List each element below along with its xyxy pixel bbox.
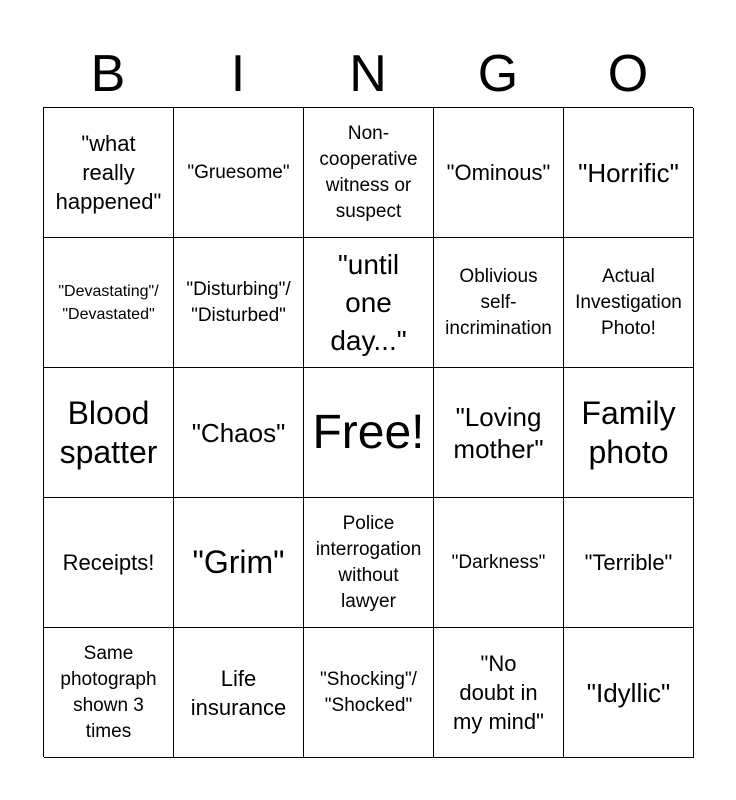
header-letter-i: I [230, 45, 246, 103]
bingo-cell[interactable] [564, 628, 694, 758]
bingo-header [43, 40, 693, 108]
bingo-cell[interactable] [304, 108, 434, 238]
bingo-cell[interactable] [434, 628, 564, 758]
cell-text: Blood spatter [59, 394, 158, 470]
cell-text: "Idyllic" [586, 677, 671, 708]
bingo-cell[interactable] [434, 368, 564, 498]
cell-text: Family photo [581, 394, 676, 470]
bingo-cell[interactable] [44, 628, 174, 758]
bingo-cell[interactable] [564, 238, 694, 368]
cell-text: "Disturbing"/ "Disturbed" [186, 278, 291, 326]
bingo-cell[interactable] [174, 108, 304, 238]
cell-text: Life insurance [190, 665, 287, 720]
bingo-cell[interactable] [304, 628, 434, 758]
bingo-cell[interactable] [44, 498, 174, 628]
cell-text: Actual Investigation Photo! [575, 265, 682, 339]
cell-text: Receipts! [62, 550, 155, 575]
cell-text: "Terrible" [584, 550, 673, 575]
free-space-cell[interactable] [304, 368, 434, 498]
cell-text: "Devastating"/ "Devastated" [58, 282, 159, 323]
header-letter-g: G [477, 45, 519, 103]
cell-text: "what really happened" [55, 131, 162, 214]
cell-text: "Gruesome" [187, 161, 290, 183]
bingo-cell[interactable] [434, 108, 564, 238]
bingo-cell[interactable] [174, 628, 304, 758]
cell-text: "Ominous" [446, 160, 551, 185]
bingo-cell[interactable] [564, 368, 694, 498]
bingo-cell[interactable] [44, 108, 174, 238]
header-letter-b: B [90, 45, 126, 103]
cell-text: Same photograph shown 3 times [60, 642, 157, 742]
header-letter-n: N [349, 45, 387, 103]
cell-text: "Horrific" [578, 157, 679, 188]
bingo-cell[interactable] [174, 498, 304, 628]
bingo-cell[interactable] [564, 108, 694, 238]
header-letter-o: O [607, 45, 649, 103]
cell-text: Free! [312, 405, 425, 459]
bingo-cell[interactable] [174, 368, 304, 498]
cell-text: "Grim" [192, 544, 285, 580]
cell-text: Non- cooperative witness or suspect [319, 122, 418, 222]
cell-text: "Loving mother" [453, 401, 544, 464]
bingo-cell[interactable] [434, 238, 564, 368]
cell-text: "Darkness" [451, 551, 546, 573]
bingo-cell[interactable] [44, 368, 174, 498]
cell-text: "No doubt in my mind" [453, 651, 544, 734]
bingo-cell[interactable] [304, 498, 434, 628]
cell-text: "Chaos" [191, 417, 286, 448]
cell-text: Oblivious self- incrimination [445, 265, 552, 339]
cell-text: "Shocking"/ "Shocked" [320, 668, 417, 716]
bingo-cell[interactable] [304, 238, 434, 368]
bingo-cell[interactable] [174, 238, 304, 368]
cell-text: Police interrogation without lawyer [315, 512, 422, 612]
cell-text: "until one day..." [330, 248, 407, 356]
bingo-board [43, 107, 693, 757]
bingo-cell[interactable] [434, 498, 564, 628]
bingo-cell[interactable] [44, 238, 174, 368]
bingo-cell[interactable] [564, 498, 694, 628]
